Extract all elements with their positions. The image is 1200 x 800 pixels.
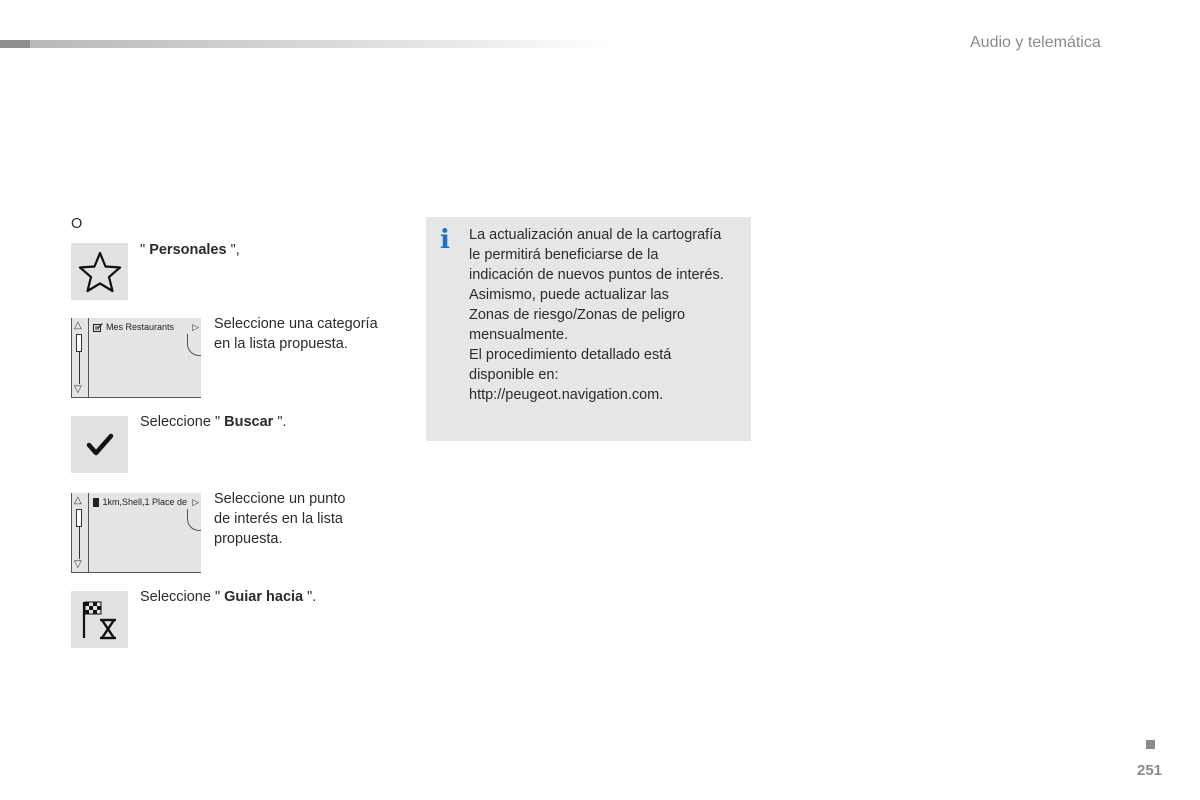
- star-icon-box[interactable]: [71, 243, 128, 300]
- info-note-text: La actualización anual de la cartografía le permitirá beneficiarse de la indicación de nuevos puntos de interés. Asimismo, puede actualizar las Zonas de riesgo/Zonas de peligro mensualmente. El procedimiento detallado está disponible en: http://peugeot.navigation.com.: [469, 227, 724, 403]
- category-list-screen: [71, 318, 201, 398]
- list-scrollbar[interactable]: [72, 493, 89, 572]
- page-number: 251: [1137, 762, 1163, 779]
- scroll-up-icon[interactable]: △: [74, 495, 82, 506]
- guide-icon-box[interactable]: [71, 591, 128, 648]
- screen-tab-curve: [187, 334, 201, 356]
- flag-hourglass-icon: [78, 598, 122, 642]
- select-category-text: Seleccione una categoría en la lista propuesta.: [214, 316, 378, 352]
- header-gradient-bar: [0, 40, 610, 48]
- list-icon: [93, 323, 103, 332]
- buscar-label: Buscar: [224, 414, 274, 430]
- select-poi-text: Seleccione un punto de interés en la lista propuesta.: [214, 491, 346, 547]
- star-icon: [77, 249, 123, 295]
- scroll-down-icon[interactable]: ▽: [74, 559, 82, 570]
- check-icon-box[interactable]: [71, 416, 128, 473]
- info-icon: i: [440, 225, 450, 255]
- guiar-label: Guiar hacia: [224, 589, 304, 605]
- poi-list-screen: [71, 493, 201, 573]
- buscar-instruction: Seleccione " Buscar ".: [140, 414, 287, 430]
- guiar-instruction: Seleccione " Guiar hacia ".: [140, 589, 317, 605]
- scroll-track: [79, 352, 80, 384]
- scroll-track: [79, 527, 80, 559]
- poi-square-icon: [93, 498, 99, 507]
- scroll-thumb[interactable]: [76, 509, 82, 527]
- list-item-label: 1km,Shell,1 Place de: [102, 497, 187, 507]
- or-label: O: [71, 216, 83, 232]
- scroll-thumb[interactable]: [76, 334, 82, 352]
- info-note-box: [426, 217, 751, 441]
- scroll-up-icon[interactable]: △: [74, 320, 82, 331]
- personales-label: Personales: [149, 242, 227, 258]
- list-item[interactable]: [93, 495, 187, 510]
- screen-tab-curve: [187, 509, 201, 531]
- right-arrow-icon[interactable]: ▷: [192, 497, 199, 507]
- info-link[interactable]: http://peugeot.navigation.com.: [469, 387, 664, 403]
- right-arrow-icon[interactable]: ▷: [192, 322, 199, 332]
- personales-instruction: " Personales ",: [140, 242, 240, 258]
- section-title: Audio y telemática: [970, 34, 1101, 51]
- list-scrollbar[interactable]: [72, 318, 89, 397]
- check-icon: [85, 430, 115, 460]
- scroll-down-icon[interactable]: ▽: [74, 384, 82, 395]
- list-item-label: Mes Restaurants: [106, 322, 175, 332]
- page-marker: [1146, 740, 1155, 749]
- list-item[interactable]: [93, 320, 187, 335]
